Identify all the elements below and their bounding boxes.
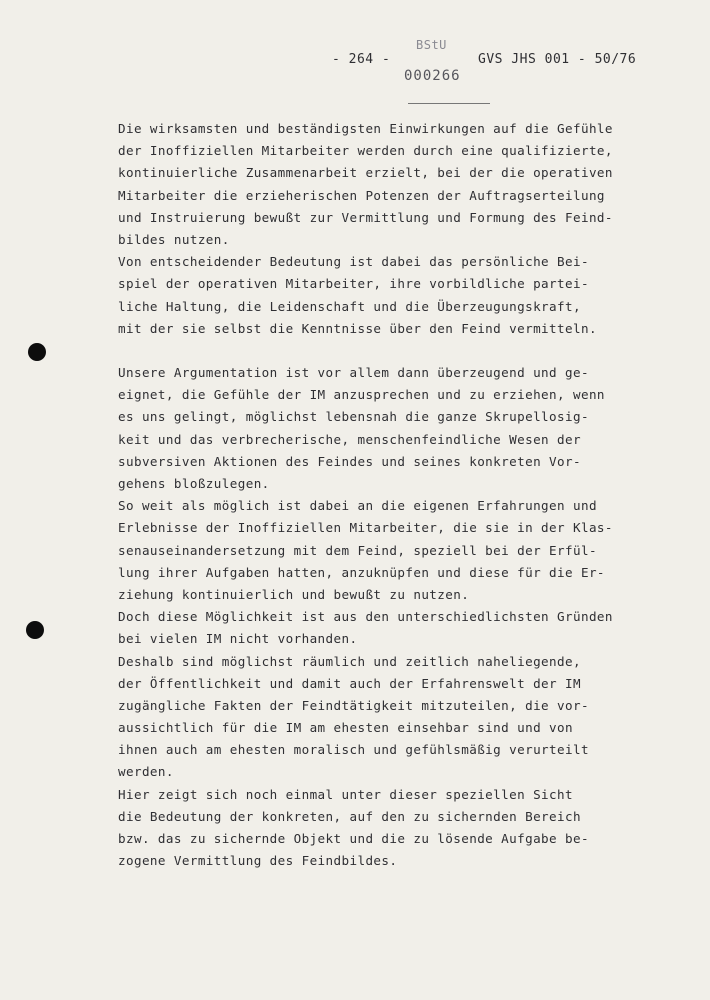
text-line: Hier zeigt sich noch einmal unter dieser speziellen Sicht [118, 786, 573, 802]
text-line: Deshalb sind möglichst räumlich und zeitlich naheliegende, [118, 653, 581, 669]
text-line: gehens bloßzulegen. [118, 476, 270, 491]
text-line: ihnen auch am ehesten moralisch und gefühlsmäßig verurteilt [118, 742, 589, 758]
text-line: So weit als möglich ist dabei an die eigenen Erfahrungen und [118, 498, 597, 514]
punch-hole [28, 343, 46, 361]
archive-stamp-number: 000266 [404, 68, 461, 84]
text-line: und Instruierung bewußt zur Vermittlung und Formung des Feind- [118, 209, 613, 225]
text-line: der Öffentlichkeit und damit auch der Erfahrenswelt der IM [118, 675, 581, 691]
text-line: Erlebnisse der Inoffiziellen Mitarbeiter, die sie in der Klas- [118, 520, 613, 536]
text-line: Doch diese Möglichkeit ist aus den unterschiedlichsten Gründen [118, 609, 613, 625]
text-line: zugängliche Fakten der Feindtätigkeit mitzuteilen, die vor- [118, 697, 589, 713]
text-line: aussichtlich für die IM am ehesten einsehbar sind und von [118, 720, 573, 736]
text-line: subversiven Aktionen des Feindes und seines konkreten Vor- [118, 453, 581, 469]
text-line: kontinuierliche Zusammenarbeit erzielt, bei der die operativen [118, 165, 613, 181]
text-line: ziehung kontinuierlich und bewußt zu nutzen. [118, 586, 470, 602]
text-line: bildes nutzen. [118, 231, 230, 247]
text-line: mit der sie selbst die Kenntnisse über den Feind vermitteln. [118, 320, 597, 336]
document-reference: GVS JHS 001 - 50/76 [478, 52, 637, 67]
paragraph-1 [118, 118, 678, 340]
text-line: zogene Vermittlung des Feindbildes. [118, 853, 398, 869]
paragraph-2 [118, 362, 678, 872]
paragraph-gap [118, 340, 678, 362]
text-line: Unsere Argumentation ist vor allem dann überzeugend und ge- [118, 365, 589, 381]
archive-stamp-label: BStU [416, 38, 447, 52]
text-line: bei vielen IM nicht vorhanden. [118, 631, 358, 647]
text-line: Mitarbeiter die erzieherischen Potenzen der Auftragserteilung [118, 187, 605, 203]
text-line: Von entscheidender Bedeutung ist dabei das persönliche Bei- [118, 254, 589, 270]
text-line: der Inoffiziellen Mitarbeiter werden durch eine qualifizierte, [118, 143, 613, 159]
header-rule [408, 103, 490, 104]
text-line: lung ihrer Aufgaben hatten, anzuknüpfen und diese für die Er- [118, 564, 605, 580]
punch-hole [26, 621, 44, 639]
text-line: die Bedeutung der konkreten, auf den zu sichernden Bereich [118, 808, 581, 824]
text-line: Die wirksamsten und beständigsten Einwirkungen auf die Gefühle [118, 121, 613, 136]
text-line: liche Haltung, die Leidenschaft und die Überzeugungskraft, [118, 298, 581, 314]
text-line: es uns gelingt, möglichst lebensnah die ganze Skrupellosig- [118, 409, 589, 425]
text-line: spiel der operativen Mitarbeiter, ihre vorbildliche partei- [118, 276, 589, 292]
text-line: werden. [118, 764, 174, 780]
text-line: eignet, die Gefühle der IM anzusprechen und zu erziehen, wenn [118, 387, 605, 403]
text-line: senauseinandersetzung mit dem Feind, speziell bei der Erfül- [118, 542, 597, 558]
text-line: keit und das verbrecherische, menschenfeindliche Wesen der [118, 431, 581, 447]
body-text [118, 118, 678, 872]
text-line: bzw. das zu sichernde Objekt und die zu lösende Aufgabe be- [118, 831, 589, 846]
page-number: - 264 - [332, 52, 391, 67]
